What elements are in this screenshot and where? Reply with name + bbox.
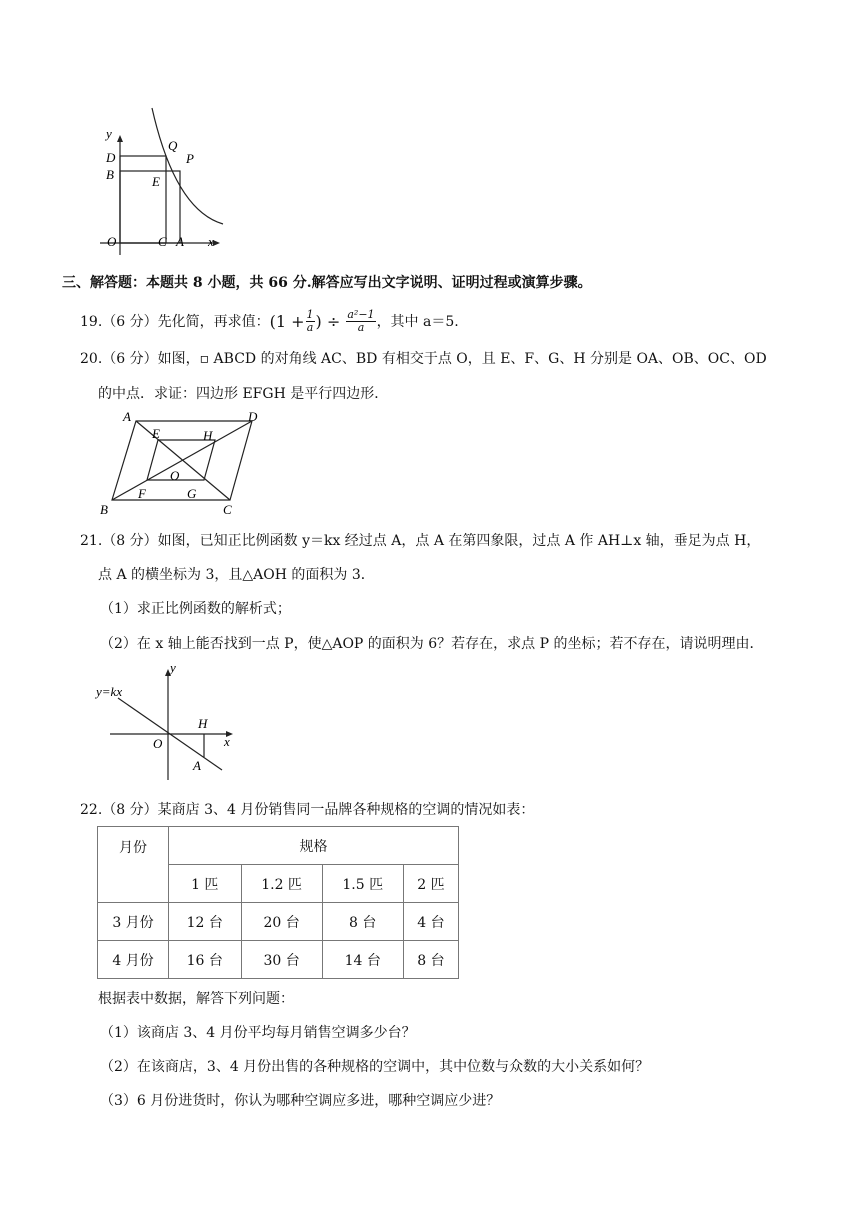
label-a: A [176,234,184,249]
p-label-o: O [170,468,180,483]
label-c: C [158,234,167,249]
q19-suffix: ，其中 a＝5. [376,314,459,330]
q20-line2: 的中点．求证：四边形 EFGH 是平行四边形． [98,386,389,402]
spec-cell: 1.2 匹 [241,865,322,903]
figure-parallelogram [90,406,270,520]
value-cell: 14 台 [322,941,403,979]
header-spec: 规格 [169,827,459,865]
figure-hyperbola-rectangles [90,100,230,260]
spec-cell: 1 匹 [169,865,242,903]
value-cell: 8 台 [322,903,403,941]
q21-line2: 点 A 的横坐标为 3，且△AOH 的面积为 3． [98,567,375,583]
value-cell: 20 台 [241,903,322,941]
table-row [98,827,459,865]
q19-frac2 [346,309,375,334]
label-p: P [186,151,194,166]
label-d: D [106,150,116,165]
l-label-h: H [198,716,208,731]
q21-line1: 21.（8 分）如图，已知正比例函数 y＝kx 经过点 A，点 A 在第四象限，过点 A 作 AH⊥x 轴，垂足为点 H， [80,533,761,549]
label-o: O [107,234,117,249]
p-label-f: F [138,486,146,501]
value-cell: 8 台 [403,941,458,979]
q20-line1: 20.（6 分）如图，▫ ABCD 的对角线 AC、BD 有相交于点 O，且 E、F、G、H 分别是 OA、OB、OC、OD [80,351,767,367]
q19-prefix: 19.（6 分）先化简，再求值： [80,314,270,330]
section-heading: 三、解答题：本题共 8 小题，共 66 分.解答应写出文字说明、证明过程或演算步骤。 [62,275,592,291]
label-e: E [152,174,160,189]
q19-expr-close: ) ÷ [315,311,346,331]
l-label-y: y [170,660,176,675]
q21-sub2: （2）在 x 轴上能否找到一点 P，使△AOP 的面积为 6？若存在，求点 P 的坐标；若不存在，请说明理由． [100,636,764,652]
value-cell: 12 台 [169,903,242,941]
p-label-a: A [123,409,131,424]
q22-sub3: （3）6 月份进货时，你认为哪种空调应多进，哪种空调应少进？ [100,1093,501,1109]
q19-frac2-den: a [357,320,365,334]
p-label-b: B [100,502,108,517]
label-y: y [106,126,112,141]
p-label-c: C [223,502,232,517]
p-label-d: D [248,409,258,424]
sales-table [97,826,459,979]
month-cell: 4 月份 [98,941,169,979]
table-row [98,941,459,979]
label-x: x [208,234,214,249]
l-label-o: O [153,736,163,751]
spec-cell: 2 匹 [403,865,458,903]
month-cell: 3 月份 [98,903,169,941]
q22-sub2: （2）在该商店，3、4 月份出售的各种规格的空调中，其中位数与众数的大小关系如何？ [100,1059,650,1075]
q19-frac1-den: a [306,320,314,334]
q19-frac1-num: 1 [306,307,314,321]
table-row [98,903,459,941]
q19-expr-open: (1 + [269,311,305,331]
q22-sub1: （1）该商店 3、4 月份平均每月销售空调多少台？ [100,1025,416,1041]
l-label-func: y=kx [96,684,123,699]
p-label-h: H [203,428,213,443]
label-b: B [106,167,114,182]
q22-after: 根据表中数据，解答下列问题： [98,991,294,1007]
value-cell: 4 台 [403,903,458,941]
label-q: Q [168,138,178,153]
figure-linear-function [90,658,240,786]
l-label-a: A [193,758,201,773]
value-cell: 16 台 [169,941,242,979]
p-label-g: G [187,486,197,501]
spec-cell: 1.5 匹 [322,865,403,903]
question-19 [80,306,459,336]
p-label-e: E [152,426,160,441]
header-month: 月份 [98,827,169,903]
value-cell: 30 台 [241,941,322,979]
q19-frac2-num: a²−1 [347,307,375,321]
q22-intro: 22.（8 分）某商店 3、4 月份销售同一品牌各种规格的空调的情况如表： [80,802,535,818]
l-label-x: x [224,734,230,749]
q21-sub1: （1）求正比例函数的解析式； [100,601,291,617]
q19-frac1 [306,309,315,334]
